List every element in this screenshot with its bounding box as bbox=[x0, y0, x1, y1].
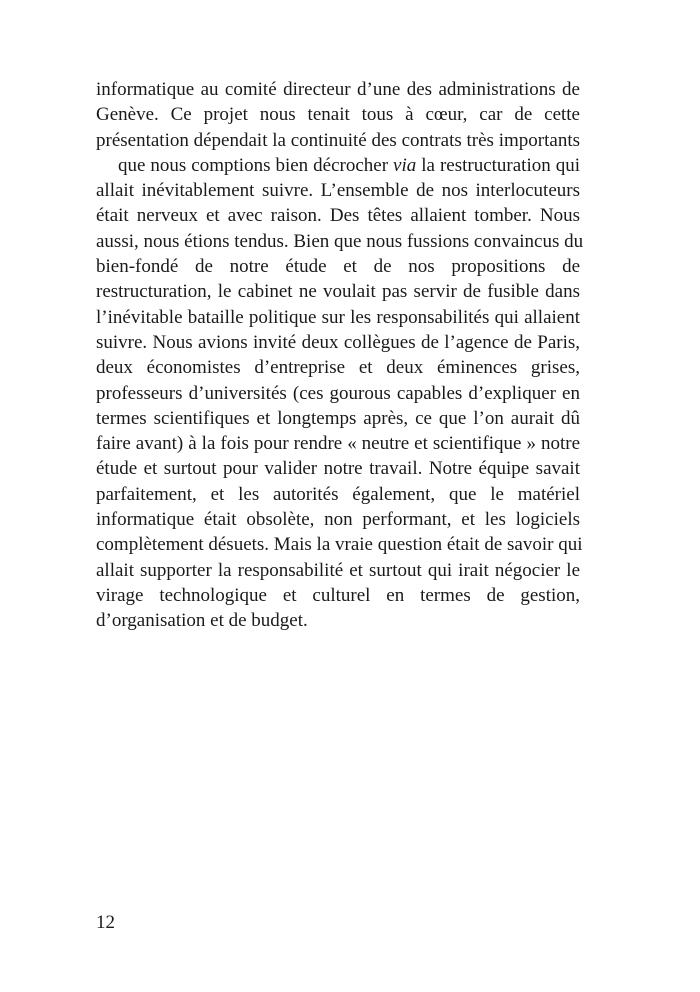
text-span: la restructuration qui bbox=[416, 154, 580, 176]
text-line: restructuration, le cabinet ne voulait pas servir de fusible dans bbox=[96, 281, 580, 303]
text-line: aussi, nous étions tendus. Bien que nous fussions convaincus du bbox=[96, 230, 584, 252]
text-line: faire avant) à la fois pour rendre « neutre et scientifique » notre bbox=[96, 433, 580, 455]
text-line: allait inévitablement suivre. L’ensemble de nos interlocuteurs bbox=[96, 180, 580, 202]
page-number: 12 bbox=[96, 912, 115, 933]
text-line: d’organisation et de budget. bbox=[96, 610, 308, 632]
text-line: étude et surtout pour valider notre travail. Notre équipe savait bbox=[96, 458, 580, 480]
text-line: informatique au comité directeur d’une des administrations de bbox=[96, 79, 580, 100]
text-line: deux économistes d’entreprise et deux éminences grises, bbox=[96, 357, 580, 379]
text-line: Genève. Ce projet nous tenait tous à cœur, car de cette bbox=[96, 104, 580, 126]
text-line: informatique était obsolète, non performant, et les logiciels bbox=[96, 509, 580, 531]
text-line: était nerveux et avec raison. Des têtes allaient tomber. Nous bbox=[96, 205, 580, 227]
text-line: allait supporter la responsabilité et surtout qui irait négocier le bbox=[96, 559, 580, 581]
text-line bbox=[96, 153, 580, 178]
text-line: parfaitement, et les autorités également, que le matériel bbox=[96, 483, 580, 505]
text-line: bien-fondé de notre étude et de nos propositions de bbox=[96, 256, 580, 278]
body-text bbox=[96, 77, 584, 634]
text-line: l’inévitable bataille politique sur les responsabilités qui allaient bbox=[96, 306, 580, 328]
text-line: suivre. Nous avions invité deux collègues de l’agence de Paris, bbox=[96, 331, 580, 353]
text-line: termes scientifiques et longtemps après, ce que l’on aurait dû bbox=[96, 407, 580, 429]
text-span: que nous comptions bien décrocher bbox=[118, 154, 394, 176]
text-line: présentation dépendait la continuité des contrats très importants bbox=[96, 129, 580, 151]
text-line: complètement désuets. Mais la vraie question était de savoir qui bbox=[96, 534, 583, 556]
text-line: virage technologique et culturel en termes de gestion, bbox=[96, 584, 580, 606]
italic-word: via bbox=[393, 154, 417, 176]
text-line: professeurs d’universités (ces gourous capables d’expliquer en bbox=[96, 382, 580, 404]
